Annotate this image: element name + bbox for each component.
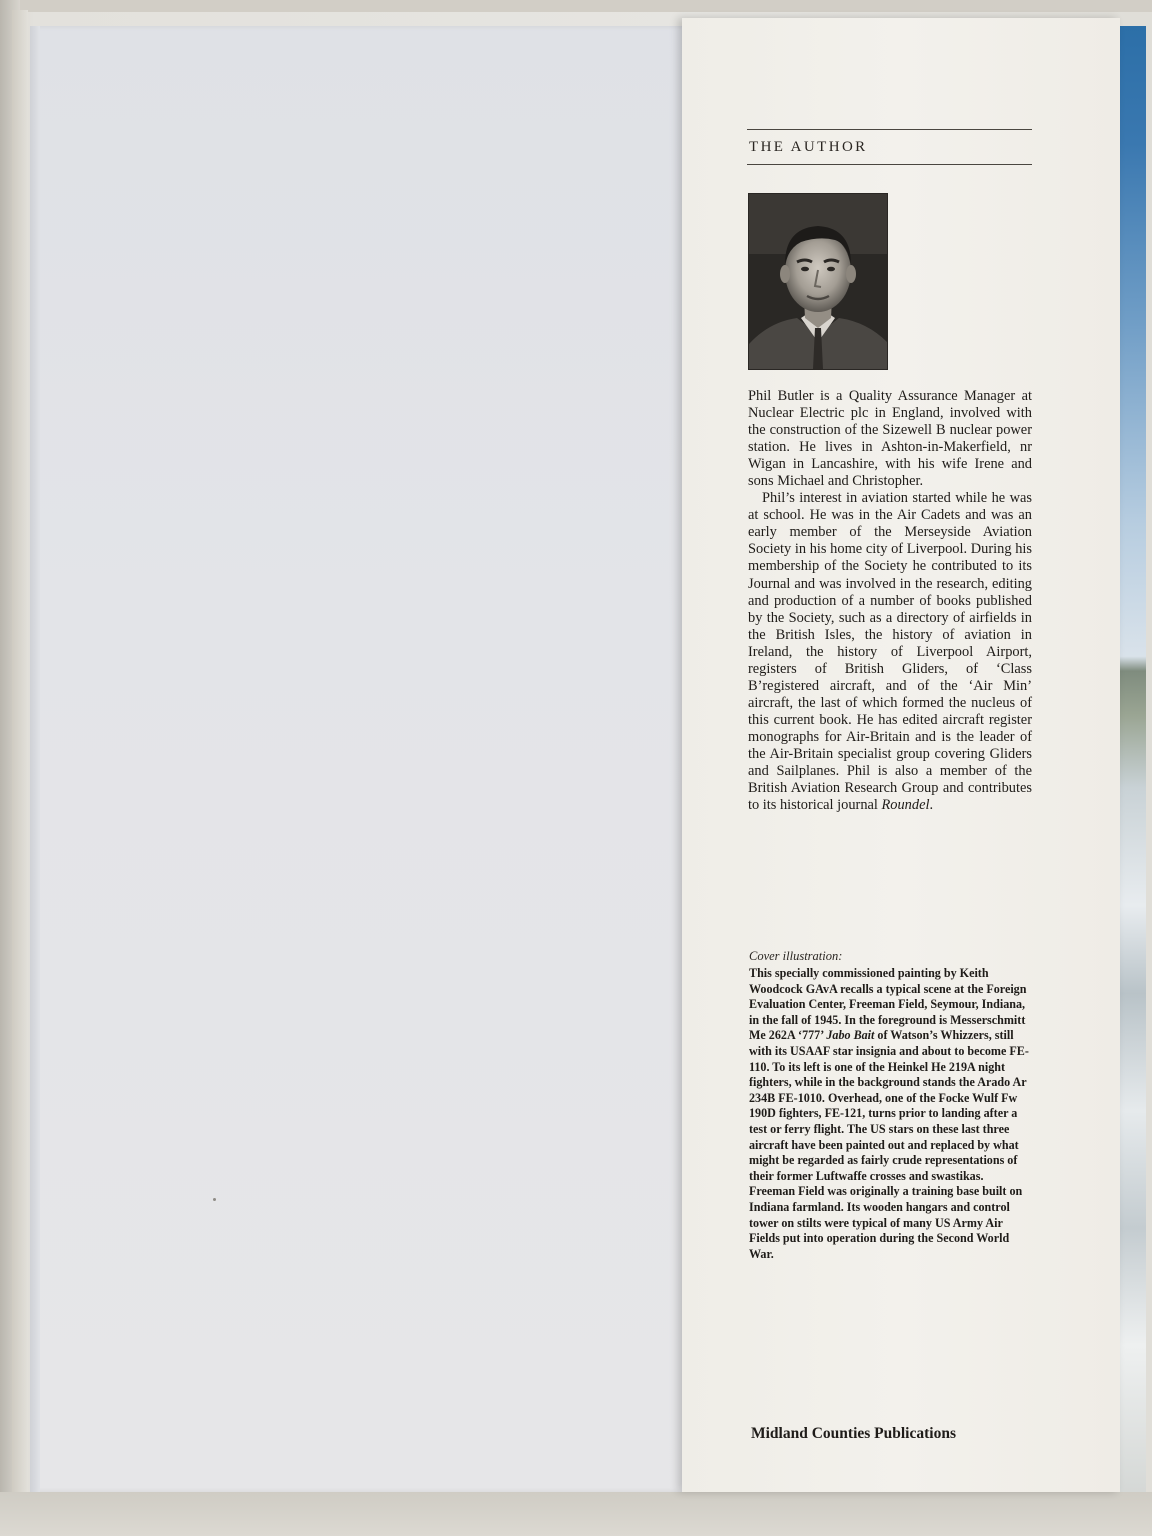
bio-paragraph-2 [748,490,1032,814]
author-portrait-icon [748,193,888,370]
cover-illustration-label: Cover illustration: [749,949,843,963]
author-bio [748,388,1032,814]
publisher-name: Midland Counties Publications [751,1425,956,1442]
paper-speck [213,1198,216,1201]
aircraft-name: Jabo Bait [826,1028,875,1043]
endpaper-fold [30,26,40,1492]
cover-text-part-2: of Watson’s Whizzers, still with its USAAF star insignia and about to become FE-110. To its left is one of the Heinkel He 219A night fighters, while in the background stands the Arado Ar 234B FE-1010. Overhead, one of the Focke Wulf Fw 190D fighters, FE-121, turns prior to landing after a test or ferry flight. The US stars on these last three aircraft have been painted out and replaced by what might be regarded as fairly crude representations of their former Luftwaffe crosses and swastikas. Freeman Field was originally a training base built on Indiana farmland. Its wooden hangars and control tower on stilts were typical of many US Army Air Fields put into operation during the Second World War. [749,1028,1029,1261]
author-heading: THE AUTHOR [749,139,868,155]
bio-paragraph-2-text: Phil’s interest in aviation started while he was at school. He was in the Air Cadets and was an early member of the Merseyside Aviation Society in his home city of Liverpool. During his membership of the Society he contributed to its Journal and was involved in the research, editing and production of a number of books published by the Society, such as a directory of airfields in the British Isles, the history of aviation in Ireland, the history of Liverpool Airport, registers of British Gliders, of ‘Class B’registered aircraft, and of the ‘Air Min’ aircraft, the last of which formed the nucleus of this current book. He has edited aircraft register monographs for Air-Britain and is the leader of the Air-Britain specialist group covering Gliders and Sailplanes. Phil is also a member of the British Aviation Research Group and contributes to its historical journal [748,490,1032,814]
board-top-edge [0,0,1152,12]
heading-rule-top [747,129,1032,130]
journal-title: Roundel [881,797,930,814]
cover-art-strip [1116,26,1146,1492]
endpaper [30,26,692,1492]
bio-paragraph-1: Phil Butler is a Quality Assurance Manager at Nuclear Electric plc in England, involved with the construction of the Sizewell B nuclear power station. He lives in Ashton-in-Makerfield, nr Wigan in Lancashire, with his wife Irene and sons Michael and Christopher. [748,388,1032,490]
cover-illustration-text [749,966,1031,1262]
portrait-svg [749,194,887,369]
heading-rule-bottom [747,164,1032,165]
hinge-gutter [12,10,28,1500]
board-bottom-edge [0,1492,1152,1536]
cover-text-part-1: This specially commissioned painting by Keith Woodcock GAvA recalls a typical scene at the Foreign Evaluation Center, Freeman Field, Seymour, Indiana, in the fall of 1945. In the foreground is Messerschmitt Me 262A ‘777’ [749,966,1027,1043]
bio-paragraph-2-end: . [929,797,934,814]
